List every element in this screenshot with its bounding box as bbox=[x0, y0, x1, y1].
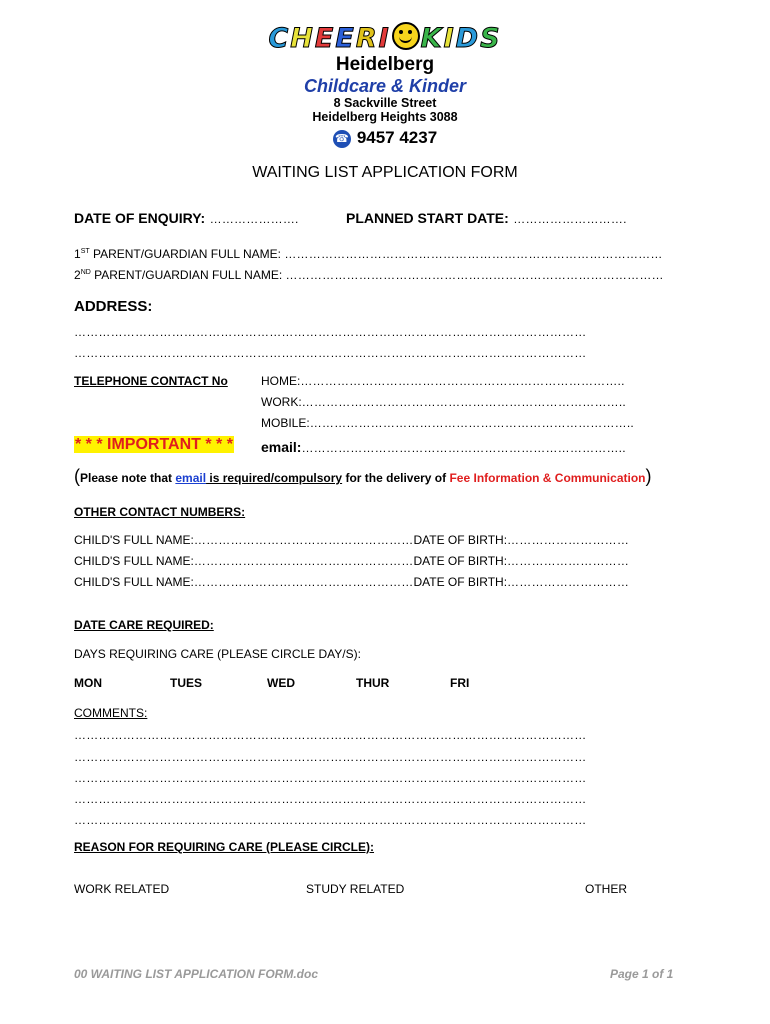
date-of-enquiry-label: DATE OF ENQUIRY: bbox=[74, 210, 206, 226]
parent1-name-field[interactable]: 1ST PARENT/GUARDIAN FULL NAME: ………………………………………………………………………………… bbox=[74, 247, 663, 261]
other-contact-numbers-label: OTHER CONTACT NUMBERS: bbox=[74, 505, 246, 519]
comments-line-4[interactable]: ……………………………………………………………………………………………………………… bbox=[74, 792, 587, 806]
comments-line-3[interactable]: ……………………………………………………………………………………………………………… bbox=[74, 771, 587, 785]
phone-number: 9457 4237 bbox=[356, 128, 438, 147]
planned-start-date-field[interactable]: PLANNED START DATE: ………………………. bbox=[346, 210, 627, 226]
parent1-name-label: PARENT/GUARDIAN FULL NAME: bbox=[89, 247, 282, 261]
home-phone-label: HOME: bbox=[261, 374, 301, 388]
comments-line-1[interactable]: ……………………………………………………………………………………………………………… bbox=[74, 728, 587, 742]
child-name-label: CHILD'S FULL NAME: bbox=[74, 575, 194, 589]
home-phone-field[interactable]: HOME:…………………………………………………………………….. bbox=[261, 374, 625, 388]
address-line-1[interactable]: ……………………………………………………………………………………………………………… bbox=[74, 325, 587, 339]
cheeriokids-logo bbox=[0, 22, 770, 54]
work-phone-field[interactable]: WORK:…………………………………………………………………….. bbox=[261, 395, 626, 409]
important-highlight: * * * IMPORTANT * * * bbox=[75, 436, 233, 453]
comments-line-5[interactable]: ……………………………………………………………………………………………………………… bbox=[74, 813, 587, 827]
mobile-phone-label: MOBILE: bbox=[261, 416, 310, 430]
logo-letter: D bbox=[455, 23, 481, 54]
reason-other[interactable]: OTHER bbox=[585, 882, 627, 896]
child-row[interactable]: CHILD'S FULL NAME:………………………………………………DATE OF BIRTH:………………………… bbox=[74, 533, 630, 547]
suburb-address: Heidelberg Heights 3088 bbox=[312, 110, 458, 124]
date-care-required-label: DATE CARE REQUIRED: bbox=[74, 618, 214, 632]
form-title: WAITING LIST APPLICATION FORM bbox=[252, 164, 518, 181]
planned-start-date-label: PLANNED START DATE: bbox=[346, 210, 509, 226]
date-of-enquiry-field[interactable]: DATE OF ENQUIRY: …………………. bbox=[74, 210, 299, 226]
logo-letter: S bbox=[480, 23, 502, 54]
footer-filename: 00 WAITING LIST APPLICATION FORM.doc bbox=[74, 967, 319, 981]
comments-line-2[interactable]: ……………………………………………………………………………………………………………… bbox=[74, 750, 587, 764]
child-row[interactable]: CHILD'S FULL NAME:………………………………………………DATE OF BIRTH:………………………… bbox=[74, 575, 630, 589]
dob-label: DATE OF BIRTH: bbox=[413, 575, 508, 589]
phone-number-row bbox=[0, 128, 770, 148]
email-note: (Please note that email is required/compulsory for the delivery of Fee Information & Communication) bbox=[74, 466, 652, 486]
logo-letter: H bbox=[290, 23, 315, 54]
parent2-name-label: PARENT/GUARDIAN FULL NAME: bbox=[90, 268, 283, 282]
centre-subtitle: Childcare & Kinder bbox=[303, 76, 467, 96]
address-line-2[interactable]: ……………………………………………………………………………………………………………… bbox=[74, 346, 587, 360]
days-requiring-care-label: DAYS REQUIRING CARE (PLEASE CIRCLE DAY/S): bbox=[74, 647, 361, 661]
child-name-label: CHILD'S FULL NAME: bbox=[74, 554, 194, 568]
logo-letter: E bbox=[314, 23, 336, 54]
footer-page-number: Page 1 of 1 bbox=[610, 967, 674, 981]
logo-letter: I bbox=[443, 23, 456, 54]
day-thur[interactable]: THUR bbox=[356, 676, 390, 690]
email-link[interactable]: email bbox=[175, 471, 207, 485]
address-label: ADDRESS: bbox=[74, 298, 153, 315]
logo-letter: I bbox=[378, 23, 391, 54]
child-name-label: CHILD'S FULL NAME: bbox=[74, 533, 194, 547]
reason-work-related[interactable]: WORK RELATED bbox=[74, 882, 170, 896]
logo-letter: K bbox=[420, 23, 444, 54]
telephone-icon: ☎ bbox=[333, 130, 351, 148]
day-mon[interactable]: MON bbox=[74, 676, 102, 690]
parent2-name-field[interactable]: 2ND PARENT/GUARDIAN FULL NAME: ………………………………………………………………………………… bbox=[74, 268, 664, 282]
street-address: 8 Sackville Street bbox=[333, 96, 437, 110]
smiley-face-icon bbox=[392, 22, 420, 50]
child-row[interactable]: CHILD'S FULL NAME:………………………………………………DATE OF BIRTH:………………………… bbox=[74, 554, 630, 568]
email-label: email: bbox=[261, 439, 302, 455]
day-wed[interactable]: WED bbox=[267, 676, 295, 690]
dob-label: DATE OF BIRTH: bbox=[413, 554, 508, 568]
centre-name: Heidelberg bbox=[335, 54, 435, 75]
logo-letter: E bbox=[335, 23, 356, 54]
logo-letter: C bbox=[268, 23, 291, 54]
work-phone-label: WORK: bbox=[261, 395, 302, 409]
dob-label: DATE OF BIRTH: bbox=[413, 533, 508, 547]
telephone-contact-label: TELEPHONE CONTACT No bbox=[74, 374, 228, 388]
day-fri[interactable]: FRI bbox=[450, 676, 470, 690]
reason-for-care-label: REASON FOR REQUIRING CARE (PLEASE CIRCLE): bbox=[74, 840, 375, 854]
logo-letter: R bbox=[355, 23, 379, 54]
email-field[interactable]: email:…………………………………………………………………….. bbox=[261, 439, 626, 455]
mobile-phone-field[interactable]: MOBILE:…………………………………………………………………….. bbox=[261, 416, 634, 430]
important-banner bbox=[74, 436, 234, 454]
day-tues[interactable]: TUES bbox=[170, 676, 203, 690]
reason-study-related[interactable]: STUDY RELATED bbox=[306, 882, 405, 896]
comments-label: COMMENTS: bbox=[74, 706, 148, 720]
